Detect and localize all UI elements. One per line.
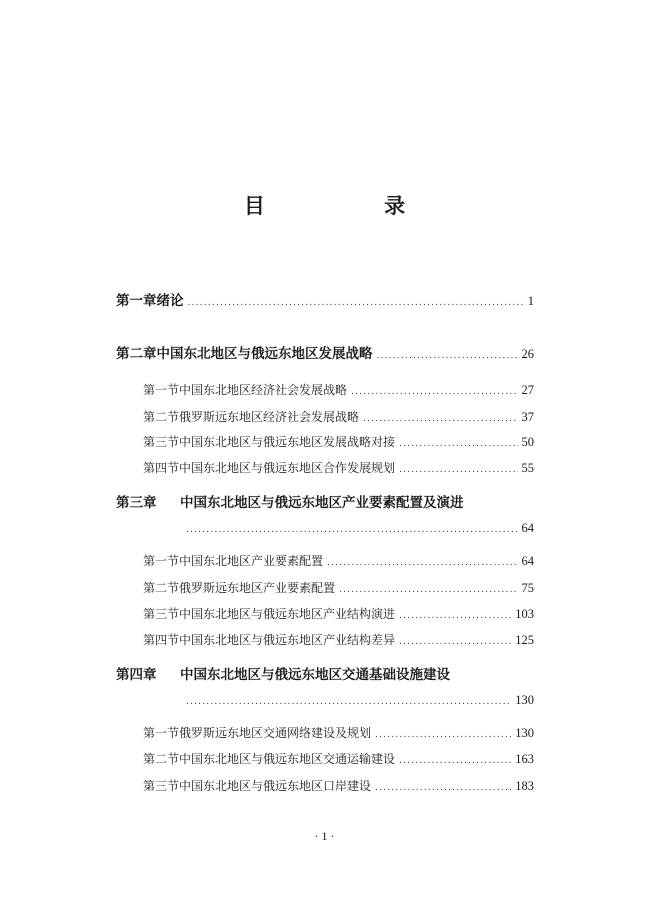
dot-leader [327,558,517,568]
toc-chapter-2[interactable] [116,342,534,362]
toc-section[interactable] [143,408,534,425]
section-number: 第四节 [143,461,180,475]
chapter-number: 第四章 [116,667,157,683]
page-number: 1 [527,294,534,308]
page-number: 125 [515,633,534,647]
toc-section[interactable] [143,631,534,648]
section-title: 俄罗斯远东地区交通网络建设及规划 [179,726,372,740]
chapter-number: 第一章 [116,293,157,309]
toc-chapter-3-continuation[interactable] [186,521,534,536]
toc-section[interactable] [143,777,534,794]
chapter-title: 绪论 [156,293,184,309]
dot-leader [188,298,524,308]
toc-section[interactable] [143,552,534,569]
section-number: 第一节 [143,726,180,740]
chapter-title: 中国东北地区与俄远东地区交通基础设施建设 [180,667,450,683]
toc-section[interactable] [143,459,534,476]
dot-leader [399,439,517,449]
dot-leader [375,783,511,793]
section-number: 第二节 [143,752,180,766]
page-number: 27 [521,383,534,397]
dot-leader [399,637,511,647]
dot-leader [351,387,517,397]
toc-chapter-3[interactable] [116,491,534,511]
page-number: 64 [521,554,534,568]
toc-chapter-1[interactable] [116,289,534,309]
section-number: 第二节 [143,581,180,595]
section-number: 第二节 [143,410,180,424]
page-title: 目 录 [243,194,462,218]
toc-chapter-4[interactable] [116,663,534,683]
page-number: 55 [521,461,534,475]
dot-leader [363,414,517,424]
dot-leader [399,756,511,766]
section-title: 中国东北地区与俄远东地区口岸建设 [179,779,372,793]
toc-section[interactable] [143,750,534,767]
dot-leader [339,585,517,595]
dot-leader [375,730,511,740]
page-number: 37 [521,410,534,424]
dot-leader [186,697,511,707]
page-number: 103 [515,607,534,621]
toc-section[interactable] [143,724,534,741]
section-title: 中国东北地区与俄远东地区交通运输建设 [179,752,396,766]
page-number: 163 [515,752,534,766]
chapter-title: 中国东北地区与俄远东地区产业要素配置及演进 [180,495,464,511]
chapter-title: 中国东北地区与俄远东地区发展战略 [156,346,373,362]
section-title: 俄罗斯远东地区产业要素配置 [179,581,336,595]
dot-leader [186,525,518,535]
section-title: 俄罗斯远东地区经济社会发展战略 [179,410,360,424]
section-title: 中国东北地区与俄远东地区发展战略对接 [179,435,396,449]
page-number: 183 [515,779,534,793]
page-number: 130 [515,693,534,707]
section-number: 第一节 [143,554,180,568]
toc-section[interactable] [143,605,534,622]
dot-leader [399,465,517,475]
section-number: 第三节 [143,607,180,621]
page-number: 75 [521,581,534,595]
section-title: 中国东北地区与俄远东地区合作发展规划 [179,461,396,475]
toc-section[interactable] [143,433,534,450]
section-title: 中国东北地区经济社会发展战略 [179,383,348,397]
page-number: 64 [521,521,534,535]
page-footer-number: · 1 · [314,829,335,843]
section-number: 第三节 [143,779,180,793]
section-title: 中国东北地区与俄远东地区产业结构演进 [179,607,396,621]
section-number: 第三节 [143,435,180,449]
page-number: 130 [515,726,534,740]
page-number: 26 [521,347,534,361]
chapter-number: 第三章 [116,495,157,511]
section-number: 第四节 [143,633,180,647]
section-title: 中国东北地区产业要素配置 [179,554,324,568]
toc-section[interactable] [143,381,534,398]
section-title: 中国东北地区与俄远东地区产业结构差异 [179,633,396,647]
dot-leader [399,611,511,621]
page-number: 50 [521,435,534,449]
section-number: 第一节 [143,383,180,397]
chapter-number: 第二章 [116,346,157,362]
toc-chapter-4-continuation[interactable] [186,693,534,708]
dot-leader [377,351,518,361]
toc-section[interactable] [143,579,534,596]
